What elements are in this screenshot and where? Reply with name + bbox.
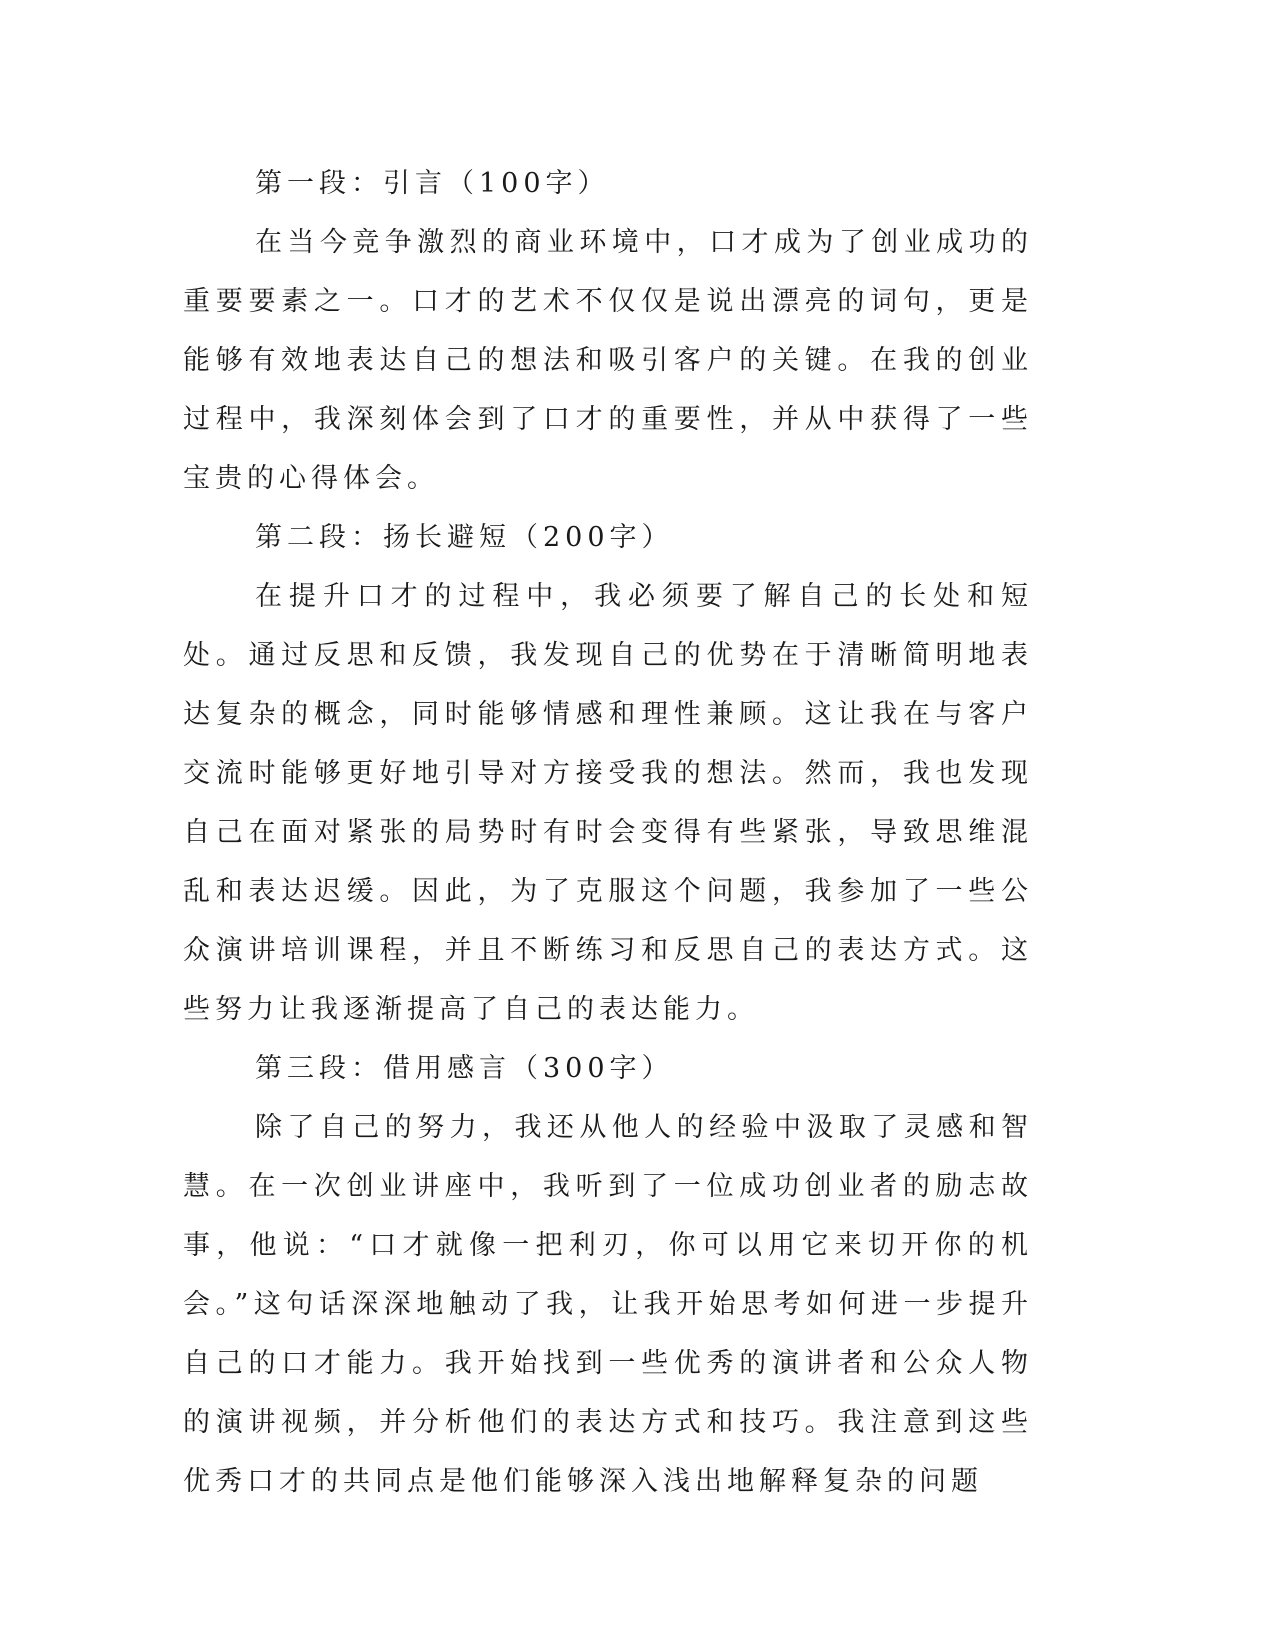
section-1-paragraph: 在当今竞争激烈的商业环境中，口才成为了创业成功的重要要素之一。口才的艺术不仅仅是说出漂亮的词句，更是能够有效地表达自己的想法和吸引客户的关键。在我的创业过程中，我深刻体会到了口才的重要性，并从中获得了一些宝贵的心得体会。 — [183, 227, 1033, 494]
document-body — [183, 154, 1033, 1511]
section-3-paragraph: 除了自己的努力，我还从他人的经验中汲取了灵感和智慧。在一次创业讲座中，我听到了一位成功创业者的励志故事，他说：“口才就像一把利刃，你可以用它来切开你的机会。”这句话深深地触动了我，让我开始思考如何进一步提升自己的口才能力。我开始找到一些优秀的演讲者和公众人物的演讲视频，并分析他们的表达方式和技巧。我注意到这些优秀口才的共同点是他们能够深入浅出地解释复杂的问题 — [183, 1112, 1033, 1497]
section-1-heading: 第一段：引言（100字） — [255, 168, 610, 199]
section-3-heading: 第三段：借用感言（300字） — [255, 1053, 674, 1084]
section-2-heading: 第二段：扬长避短（200字） — [255, 522, 674, 553]
section-2-paragraph: 在提升口才的过程中，我必须要了解自己的长处和短处。通过反思和反馈，我发现自己的优势在于清晰简明地表达复杂的概念，同时能够情感和理性兼顾。这让我在与客户交流时能够更好地引导对方接受我的想法。然而，我也发现自己在面对紧张的局势时有时会变得有些紧张，导致思维混乱和表达迟缓。因此，为了克服这个问题，我参加了一些公众演讲培训课程，并且不断练习和反思自己的表达方式。这些努力让我逐渐提高了自己的表达能力。 — [183, 581, 1033, 1025]
